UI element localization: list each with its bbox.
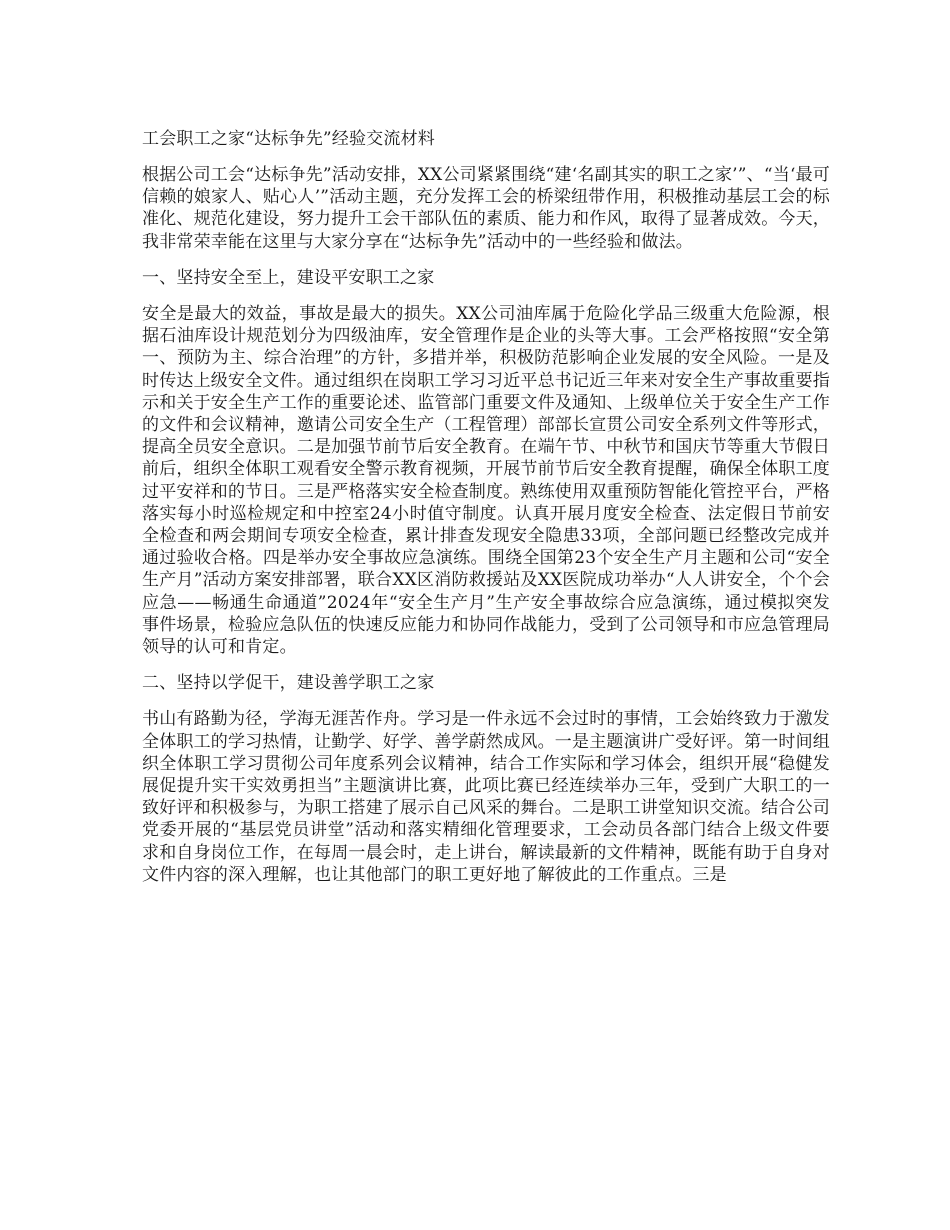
section-2-paragraph: 书山有路勤为径，学海无涯苦作舟。学习是一件永远不会过时的事情，工会始终致力于激发全体职工的学习热情，让勤学、好学、善学蔚然成风。一是主题演讲广受好评。第一时间组织全体职工学习贯彻公司年度系列会议精神，结合工作实际和学习体会，组织开展“稳健发展促提升实干实效勇担当”主题演讲比赛，此项比赛已经连续举办三年，受到广大职工的一致好评和积极参与，为职工搭建了展示自己风采的舞台。二是职工讲堂知识交流。结合公司党委开展的“基层党员讲堂”活动和落实精细化管理要求，工会动员各部门结合上级文件要求和自身岗位工作，在每周一晨会时，走上讲台，解读最新的文件精神，既能有助于自身对文件内容的深入理解，也让其他部门的职工更好地了解彼此的工作重点。三是: [142, 709, 830, 885]
section-1-paragraph: 安全是最大的效益，事故是最大的损失。XX公司油库属于危险化学品三级重大危险源，根据石油库设计规范划分为四级油库，安全管理作是企业的头等大事。工会严格按照“安全第一、预防为主、综合治理”的方针，多措并举，积极防范影响企业发展的安全风险。一是及时传达上级安全文件。通过组织在岗职工学习习近平总书记近三年来对安全生产事故重要指示和关于安全生产工作的重要论述、监管部门重要文件及通知、上级单位关于安全生产工作的文件和会议精神，邀请公司安全生产（工程管理）部部长宣贯公司安全系列文件等形式，提高全员安全意识。二是加强节前节后安全教育。在端午节、中秋节和国庆节等重大节假日前后，组织全体职工观看安全警示教育视频，开展节前节后安全教育提醒，确保全体职工度过平安祥和的节日。三是严格落实安全检查制度。熟练使用双重预防智能化管控平台，严格落实每小时巡检规定和中控室24小时值守制度。认真开展月度安全检查、法定假日节前安全检查和两会期间专项安全检查，累计排查发现安全隐患33项，全部问题已经整改完成并通过验收合格。四是举办安全事故应急演练。围绕全国第23个安全生产月主题和公司“安全生产月”活动方案安排部署，联合XX区消防救援站及XX医院成功举办“人人讲安全，个个会应急——畅通生命通道”2024年“安全生产月”生产安全事故综合应急演练，通过模拟突发事件场景，检验应急队伍的快速反应能力和协同作战能力，受到了公司领导和市应急管理局领导的认可和肯定。: [142, 304, 830, 658]
section-1-heading: 一、坚持安全至上，建设平安职工之家: [142, 267, 435, 288]
intro-paragraph: 根据公司工会“达标争先”活动安排，XX公司紧紧围绕“建‘名副其实的职工之家’”、“当‘最可信赖的娘家人、贴心人’”活动主题，充分发挥工会的桥梁纽带作用，积极推动基层工会的标准化、规范化建设，努力提升工会干部队伍的素质、能力和作风，取得了显著成效。今天，我非常荣幸能在这里与大家分享在“达标争先”活动中的一些经验和做法。: [142, 165, 830, 252]
document-title: 工会职工之家“达标争先”经验交流材料: [142, 129, 435, 149]
document-body: [142, 128, 830, 900]
section-2-heading: 二、坚持以学促干，建设善学职工之家: [142, 673, 435, 694]
